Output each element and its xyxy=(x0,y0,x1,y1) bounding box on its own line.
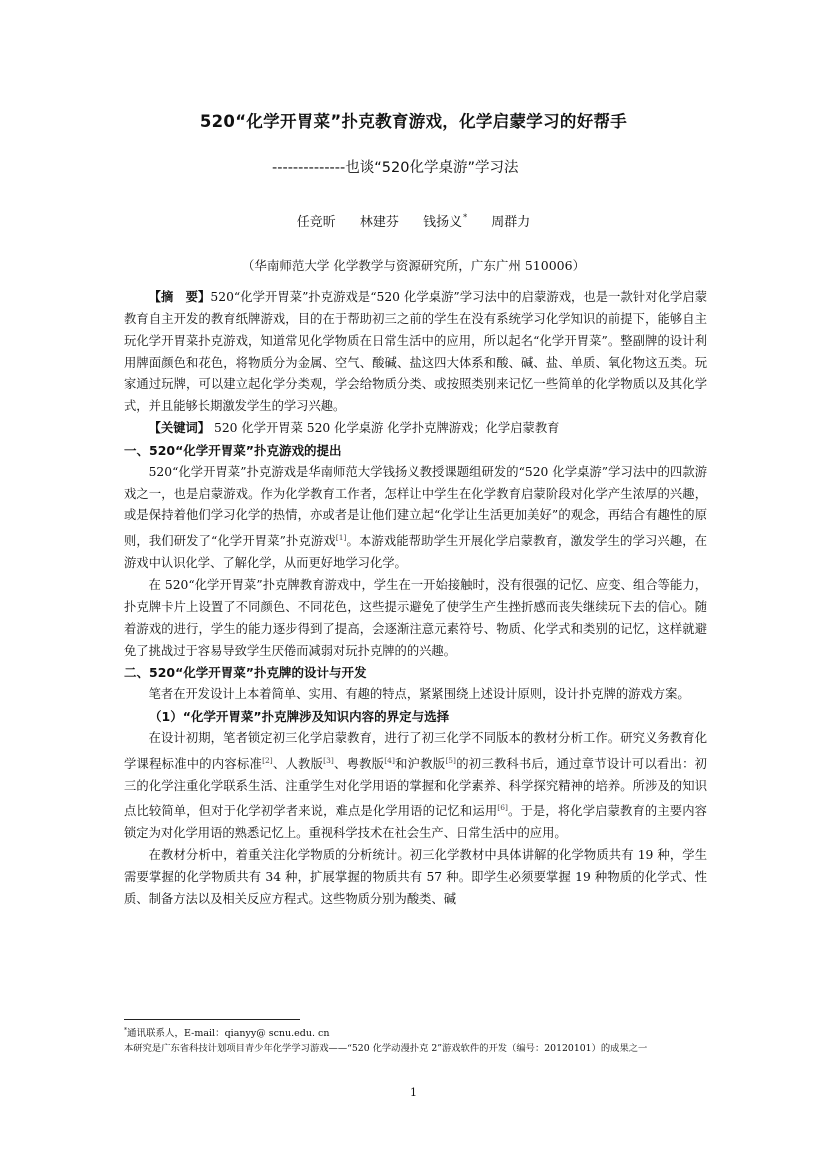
paper-body xyxy=(124,287,707,911)
section-1-paragraph-1: 520“化学开胃菜”扑克游戏是华南师范大学钱扬义教授课题组研发的“520 化学桌游”学习法中的四款游戏之一，也是启蒙游戏。作为化学教育工作者，怎样让中学生在化学教育启蒙阶段对化学产生浓厚的兴趣，或是保持着他们学习化学的热情，亦或者是让他们建立起“化学让生活更加美好”的观念，再结合有趣性的原则，我们研发了“化学开胃菜”扑克游戏[1]。本游戏能帮助学生开展化学启蒙教育，激发学生的学习兴趣，在游戏中认识化学、了解化学，从而更好地学习化学。 xyxy=(124,464,707,571)
section-2-heading: 二、520“化学开胃菜”扑克牌的设计与开发 xyxy=(124,665,367,681)
keywords-label: 【关键词】 xyxy=(148,421,211,436)
paper-title: 520“化学开胃菜”扑克教育游戏，化学启蒙学习的好帮手 xyxy=(199,112,628,131)
footnote-funding: 本研究是广东省科技计划项目青少年化学学习游戏——“520 化学动漫扑克 2”游戏软件的开发（编号：20120101）的成果之一 xyxy=(124,1043,648,1054)
corresponding-author-mark: * xyxy=(463,213,468,222)
citation-5: [5] xyxy=(445,755,456,765)
citation-3: [3] xyxy=(323,755,334,765)
author-1: 任竞昕 xyxy=(296,215,336,230)
keywords-paragraph xyxy=(124,418,707,440)
page-number: 1 xyxy=(410,1086,417,1099)
author-list xyxy=(0,211,827,230)
author-2: 林建芬 xyxy=(359,215,399,230)
abstract-paragraph xyxy=(124,287,707,418)
section-2-paragraph-1: 笔者在开发设计上本着简单、实用、有趣的特点，紧紧围绕上述设计原则，设计扑克牌的游戏方案。 xyxy=(148,687,690,702)
author-3-name: 钱扬义 xyxy=(423,215,463,230)
citation-4: [4] xyxy=(384,755,395,765)
affiliation: （华南师范大学 化学教学与资源研究所，广东广州 510006） xyxy=(241,258,586,273)
section-2-paragraph-2: 在设计初期，笔者锁定初三化学启蒙教育，进行了初三化学不同版本的教材分析工作。研究义务教育化学课程标准中的内容标准[2]、人教版[3]、粤教版[4]和沪教版[5]的初三教科书后，通过章节设计可以看出：初三的化学注重化学联系生活、注重学生对化学用语的掌握和化学素养、科学探究精神的培养。所涉及的知识点比较简单，但对于化学初学者来说，难点是化学用语的记忆和运用[6]。于是，将化学启蒙教育的主要内容锁定为对化学用语的熟悉记忆上。重视科学技术在社会生产、日常生活中的应用。 xyxy=(124,730,707,841)
paper-subtitle: --------------也谈“520化学桌游”学习法 xyxy=(272,160,519,176)
footnote-rule xyxy=(124,1019,300,1020)
section-2-paragraph-3: 在教材分析中，着重关注化学物质的分析统计。初三化学教材中具体讲解的化学物质共有 19 种，学生需要掌握的化学物质共有 34 种，扩展掌握的物质共有 57 种。即学生必须要掌握 19 种物质的化学式、性质、制备方法以及相关反应方程式。这些物质分别为酸类、碱 xyxy=(124,848,707,906)
section-1-paragraph-2: 在 520“化学开胃菜”扑克牌教育游戏中，学生在一开始接触时，没有很强的记忆、应变、组合等能力，扑克牌卡片上设置了不同颜色、不同花色，这些提示避免了使学生产生挫折感而丧失继续玩下去的信心。随着游戏的进行，学生的能力逐步得到了提高，会逐渐注意元素符号、物质、化学式和类别的记忆，这样就避免了挑战过于容易导致学生厌倦而减弱对玩扑克牌的的兴趣。 xyxy=(124,577,707,658)
subsection-1-heading: （1）“化学开胃菜”扑克牌涉及知识内容的界定与选择 xyxy=(149,709,450,725)
keywords-text: 520 化学开胃菜 520 化学桌游 化学扑克牌游戏；化学启蒙教育 xyxy=(210,421,560,436)
author-4: 周群力 xyxy=(491,215,531,230)
citation-2: [2] xyxy=(262,755,273,765)
abstract-text: 520“化学开胃菜”扑克游戏是“520 化学桌游”学习法中的启蒙游戏，也是一款针对化学启蒙教育自主开发的教育纸牌游戏，目的在于帮助初三之前的学生在没有系统学习化学知识的前提下，能够自主玩化学开胃菜扑克游戏，知道常见化学物质在日常生活中的应用，所以起名“化学开胃菜”。整副牌的设计利用牌面颜色和花色，将物质分为金属、空气、酸碱、盐这四大体系和酸、碱、盐、单质、氧化物这五类。玩家通过玩牌，可以建立起化学分类观，学会给物质分类、或按照类别来记忆一些简单的化学物质以及其化学式，并且能够长期激发学生的学习兴趣。 xyxy=(124,290,707,414)
author-3 xyxy=(423,215,467,230)
section-1-heading: 一、520“化学开胃菜”扑克游戏的提出 xyxy=(124,442,342,458)
abstract-label: 【摘 要】 xyxy=(148,290,211,304)
citation-6: [6] xyxy=(497,803,508,813)
footnote-mark: * xyxy=(124,1027,127,1034)
citation-1: [1] xyxy=(335,533,347,543)
footnote-contact: *通讯联系人，E-mail：qianyy@ scnu.edu. cn xyxy=(124,1027,330,1039)
